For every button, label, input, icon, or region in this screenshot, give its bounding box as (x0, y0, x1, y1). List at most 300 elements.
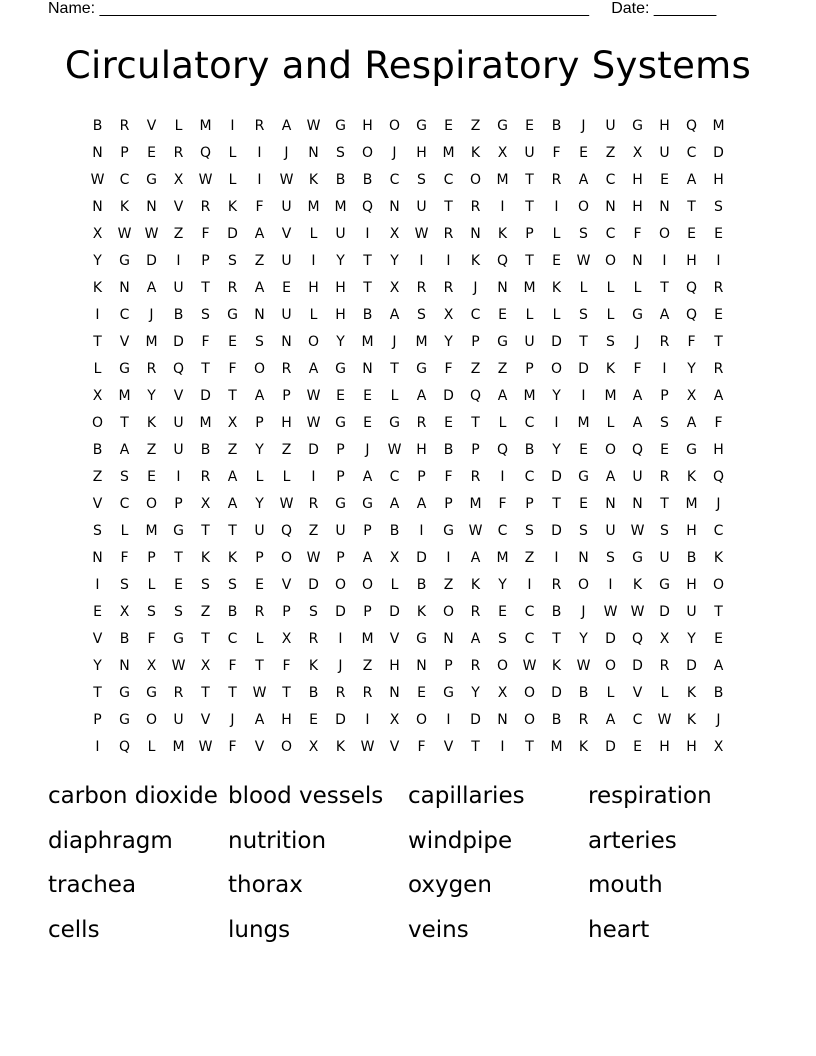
grid-letter[interactable]: S (525, 522, 534, 539)
grid-letter[interactable]: T (444, 198, 453, 215)
grid-letter[interactable]: Q (631, 630, 644, 647)
grid-letter[interactable]: J (635, 333, 640, 350)
grid-letter[interactable]: X (146, 657, 157, 674)
grid-letter[interactable]: J (365, 441, 370, 458)
grid-letter[interactable]: N (659, 198, 670, 215)
grid-letter[interactable]: D (335, 711, 346, 728)
grid-letter[interactable]: F (282, 657, 291, 674)
grid-letter[interactable]: W (198, 171, 213, 188)
grid-letter[interactable]: V (173, 387, 184, 404)
grid-letter[interactable]: O (91, 414, 104, 431)
grid-letter[interactable]: D (443, 387, 454, 404)
grid-letter[interactable]: O (361, 144, 374, 161)
grid-letter[interactable]: W (306, 549, 321, 566)
grid-letter[interactable]: K (146, 414, 157, 431)
grid-letter[interactable]: O (145, 495, 158, 512)
grid-letter[interactable]: W (171, 657, 186, 674)
grid-letter[interactable]: W (630, 522, 645, 539)
grid-letter[interactable]: Y (147, 387, 156, 404)
grid-letter[interactable]: V (200, 711, 211, 728)
grid-letter[interactable]: U (659, 144, 670, 161)
grid-letter[interactable]: D (686, 657, 697, 674)
grid-letter[interactable]: G (119, 360, 130, 377)
grid-letter[interactable]: T (525, 252, 534, 269)
grid-letter[interactable]: W (306, 387, 321, 404)
grid-letter[interactable]: K (470, 252, 481, 269)
grid-letter[interactable]: Y (471, 684, 480, 701)
grid-letter[interactable]: R (470, 657, 481, 674)
grid-letter[interactable]: D (578, 360, 589, 377)
grid-letter[interactable]: W (252, 684, 267, 701)
grid-letter[interactable]: Z (470, 360, 481, 377)
grid-letter[interactable]: S (606, 549, 615, 566)
grid-letter[interactable]: A (281, 117, 292, 134)
grid-letter[interactable]: Z (470, 117, 481, 134)
grid-letter[interactable]: I (419, 252, 424, 269)
grid-letter[interactable]: C (524, 414, 535, 431)
grid-letter[interactable]: H (362, 117, 373, 134)
grid-letter[interactable]: E (660, 441, 669, 458)
grid-letter[interactable]: J (581, 603, 586, 620)
grid-letter[interactable]: K (497, 225, 508, 242)
grid-letter[interactable]: R (146, 360, 157, 377)
grid-letter[interactable]: C (524, 468, 535, 485)
grid-letter[interactable]: G (416, 630, 427, 647)
grid-letter[interactable]: I (257, 171, 262, 188)
grid-letter[interactable]: I (446, 711, 451, 728)
grid-letter[interactable]: W (279, 171, 294, 188)
grid-letter[interactable]: L (498, 414, 507, 431)
grid-letter[interactable]: R (470, 603, 481, 620)
grid-letter[interactable]: C (632, 711, 643, 728)
grid-letter[interactable]: Q (712, 468, 725, 485)
grid-letter[interactable]: Z (173, 225, 184, 242)
grid-letter[interactable]: S (417, 306, 426, 323)
grid-letter[interactable]: I (446, 252, 451, 269)
grid-letter[interactable]: I (527, 576, 532, 593)
grid-letter[interactable]: Q (496, 252, 509, 269)
grid-letter[interactable]: F (498, 495, 507, 512)
grid-letter[interactable]: F (687, 333, 696, 350)
grid-letter[interactable]: D (605, 630, 616, 647)
grid-letter[interactable]: G (632, 549, 643, 566)
grid-letter[interactable]: K (470, 144, 481, 161)
grid-letter[interactable]: K (335, 738, 346, 755)
grid-letter[interactable]: A (659, 306, 670, 323)
grid-letter[interactable]: U (335, 225, 346, 242)
grid-letter[interactable]: T (471, 414, 480, 431)
grid-letter[interactable]: L (147, 576, 156, 593)
grid-letter[interactable]: R (470, 198, 481, 215)
grid-letter[interactable]: Y (336, 252, 345, 269)
grid-letter[interactable]: X (227, 414, 238, 431)
grid-letter[interactable]: J (716, 495, 721, 512)
grid-letter[interactable]: T (93, 333, 102, 350)
grid-letter[interactable]: D (551, 522, 562, 539)
grid-letter[interactable]: O (280, 738, 293, 755)
grid-letter[interactable]: F (228, 738, 237, 755)
grid-letter[interactable]: P (174, 495, 183, 512)
grid-letter[interactable]: U (173, 711, 184, 728)
grid-letter[interactable]: I (230, 117, 235, 134)
grid-letter[interactable]: J (473, 279, 478, 296)
grid-letter[interactable]: A (254, 711, 265, 728)
grid-letter[interactable]: Y (336, 333, 345, 350)
grid-letter[interactable]: I (176, 252, 181, 269)
grid-letter[interactable]: I (554, 549, 559, 566)
grid-letter[interactable]: A (227, 468, 238, 485)
grid-letter[interactable]: R (281, 360, 292, 377)
grid-letter[interactable]: I (608, 576, 613, 593)
grid-letter[interactable]: E (498, 603, 507, 620)
grid-letter[interactable]: P (471, 333, 480, 350)
grid-letter[interactable]: A (119, 441, 130, 458)
grid-letter[interactable]: T (525, 738, 534, 755)
grid-letter[interactable]: R (416, 279, 427, 296)
grid-letter[interactable]: H (335, 306, 346, 323)
grid-letter[interactable]: D (659, 603, 670, 620)
grid-letter[interactable]: T (390, 360, 399, 377)
grid-letter[interactable]: L (228, 144, 237, 161)
grid-letter[interactable]: X (686, 387, 697, 404)
grid-letter[interactable]: O (442, 603, 455, 620)
grid-letter[interactable]: R (713, 279, 724, 296)
grid-letter[interactable]: P (336, 468, 345, 485)
grid-letter[interactable]: P (525, 360, 534, 377)
grid-letter[interactable]: R (335, 684, 346, 701)
grid-letter[interactable]: L (552, 225, 561, 242)
grid-letter[interactable]: W (279, 495, 294, 512)
grid-letter[interactable]: B (551, 117, 562, 134)
grid-letter[interactable]: H (713, 441, 724, 458)
grid-letter[interactable]: E (147, 144, 156, 161)
grid-letter[interactable]: D (227, 225, 238, 242)
grid-letter[interactable]: N (605, 495, 616, 512)
grid-letter[interactable]: F (417, 738, 426, 755)
grid-letter[interactable]: G (335, 117, 346, 134)
grid-letter[interactable]: Z (443, 576, 454, 593)
grid-letter[interactable]: K (119, 198, 130, 215)
grid-letter[interactable]: K (551, 657, 562, 674)
grid-letter[interactable]: N (254, 306, 265, 323)
grid-letter[interactable]: G (173, 630, 184, 647)
grid-letter[interactable]: W (387, 441, 402, 458)
grid-letter[interactable]: R (551, 576, 562, 593)
grid-letter[interactable]: N (146, 198, 157, 215)
grid-letter[interactable]: C (497, 522, 508, 539)
grid-letter[interactable]: E (417, 684, 426, 701)
grid-letter[interactable]: H (281, 711, 292, 728)
grid-letter[interactable]: N (92, 549, 103, 566)
grid-letter[interactable]: X (389, 225, 400, 242)
grid-letter[interactable]: T (201, 360, 210, 377)
grid-letter[interactable]: E (552, 252, 561, 269)
grid-letter[interactable]: O (253, 360, 266, 377)
grid-letter[interactable]: E (363, 414, 372, 431)
grid-letter[interactable]: L (255, 468, 264, 485)
grid-letter[interactable]: N (632, 495, 643, 512)
grid-letter[interactable]: S (660, 522, 669, 539)
grid-letter[interactable]: B (713, 684, 724, 701)
grid-letter[interactable]: T (714, 603, 723, 620)
grid-letter[interactable]: C (524, 630, 535, 647)
grid-letter[interactable]: D (200, 387, 211, 404)
grid-letter[interactable]: R (659, 333, 670, 350)
grid-letter[interactable]: G (362, 495, 373, 512)
grid-letter[interactable]: G (389, 414, 400, 431)
grid-letter[interactable]: L (120, 522, 129, 539)
grid-letter[interactable]: X (389, 549, 400, 566)
grid-letter[interactable]: M (523, 387, 536, 404)
grid-letter[interactable]: M (442, 144, 455, 161)
grid-letter[interactable]: N (362, 360, 373, 377)
grid-letter[interactable]: X (119, 603, 130, 620)
grid-letter[interactable]: A (362, 468, 373, 485)
grid-letter[interactable]: O (496, 657, 509, 674)
grid-letter[interactable]: O (361, 576, 374, 593)
grid-letter[interactable]: I (257, 144, 262, 161)
grid-letter[interactable]: G (578, 468, 589, 485)
grid-letter[interactable]: R (308, 495, 319, 512)
grid-letter[interactable]: T (228, 684, 237, 701)
grid-letter[interactable]: U (605, 522, 616, 539)
grid-letter[interactable]: Q (199, 144, 212, 161)
grid-letter[interactable]: F (228, 657, 237, 674)
grid-letter[interactable]: B (389, 522, 400, 539)
grid-letter[interactable]: I (500, 738, 505, 755)
grid-letter[interactable]: D (335, 603, 346, 620)
grid-letter[interactable]: N (389, 198, 400, 215)
grid-letter[interactable]: Y (552, 387, 561, 404)
grid-letter[interactable]: B (551, 711, 562, 728)
grid-letter[interactable]: K (686, 468, 697, 485)
grid-letter[interactable]: Q (685, 306, 698, 323)
grid-letter[interactable]: D (551, 468, 562, 485)
grid-letter[interactable]: E (444, 414, 453, 431)
grid-letter[interactable]: E (336, 387, 345, 404)
grid-letter[interactable]: P (444, 495, 453, 512)
grid-letter[interactable]: F (714, 414, 723, 431)
grid-letter[interactable]: S (309, 603, 318, 620)
grid-letter[interactable]: R (200, 468, 211, 485)
grid-letter[interactable]: Z (200, 603, 211, 620)
grid-letter[interactable]: A (416, 495, 427, 512)
grid-letter[interactable]: V (389, 738, 400, 755)
grid-letter[interactable]: E (309, 711, 318, 728)
grid-letter[interactable]: C (389, 171, 400, 188)
grid-letter[interactable]: H (389, 657, 400, 674)
grid-letter[interactable]: B (578, 684, 589, 701)
grid-letter[interactable]: B (92, 441, 103, 458)
grid-letter[interactable]: T (201, 522, 210, 539)
grid-letter[interactable]: H (281, 414, 292, 431)
grid-letter[interactable]: X (173, 171, 184, 188)
grid-letter[interactable]: D (470, 711, 481, 728)
grid-letter[interactable]: G (659, 576, 670, 593)
grid-letter[interactable]: R (173, 144, 184, 161)
grid-letter[interactable]: U (605, 117, 616, 134)
grid-letter[interactable]: U (659, 549, 670, 566)
grid-letter[interactable]: B (362, 306, 373, 323)
grid-letter[interactable]: U (254, 522, 265, 539)
grid-letter[interactable]: K (227, 549, 238, 566)
grid-letter[interactable]: A (497, 387, 508, 404)
grid-letter[interactable]: C (119, 306, 130, 323)
grid-letter[interactable]: P (471, 441, 480, 458)
grid-letter[interactable]: F (444, 468, 453, 485)
grid-letter[interactable]: W (90, 171, 105, 188)
grid-letter[interactable]: W (576, 252, 591, 269)
grid-letter[interactable]: T (201, 279, 210, 296)
grid-letter[interactable]: G (146, 684, 157, 701)
grid-letter[interactable]: Z (362, 657, 373, 674)
grid-letter[interactable]: B (173, 306, 184, 323)
grid-letter[interactable]: F (228, 360, 237, 377)
grid-letter[interactable]: A (254, 387, 265, 404)
grid-letter[interactable]: P (363, 603, 372, 620)
grid-letter[interactable]: M (118, 387, 131, 404)
grid-letter[interactable]: M (496, 171, 509, 188)
grid-letter[interactable]: Z (497, 360, 508, 377)
grid-letter[interactable]: N (632, 252, 643, 269)
grid-letter[interactable]: V (92, 495, 103, 512)
grid-letter[interactable]: Q (172, 360, 185, 377)
grid-letter[interactable]: H (632, 171, 643, 188)
grid-letter[interactable]: A (632, 414, 643, 431)
grid-letter[interactable]: Z (146, 441, 157, 458)
grid-letter[interactable]: C (686, 144, 697, 161)
grid-letter[interactable]: E (174, 576, 183, 593)
grid-letter[interactable]: K (713, 549, 724, 566)
grid-letter[interactable]: I (554, 198, 559, 215)
grid-letter[interactable]: R (254, 117, 265, 134)
grid-letter[interactable]: D (713, 144, 724, 161)
grid-letter[interactable]: S (579, 306, 588, 323)
grid-letter[interactable]: H (686, 576, 697, 593)
grid-letter[interactable]: F (201, 333, 210, 350)
grid-letter[interactable]: O (523, 711, 536, 728)
grid-letter[interactable]: A (254, 279, 265, 296)
grid-letter[interactable]: N (416, 657, 427, 674)
grid-letter[interactable]: W (414, 225, 429, 242)
grid-letter[interactable]: U (173, 414, 184, 431)
grid-letter[interactable]: G (119, 252, 130, 269)
grid-letter[interactable]: I (365, 711, 370, 728)
grid-letter[interactable]: C (524, 603, 535, 620)
grid-letter[interactable]: G (227, 306, 238, 323)
grid-letter[interactable]: V (173, 198, 184, 215)
grid-letter[interactable]: I (95, 738, 100, 755)
grid-letter[interactable]: R (308, 630, 319, 647)
grid-letter[interactable]: A (227, 495, 238, 512)
grid-letter[interactable]: N (281, 333, 292, 350)
grid-letter[interactable]: Z (605, 144, 616, 161)
grid-letter[interactable]: A (686, 414, 697, 431)
grid-letter[interactable]: P (417, 468, 426, 485)
grid-letter[interactable]: J (716, 711, 721, 728)
grid-letter[interactable]: U (524, 144, 535, 161)
grid-letter[interactable]: T (255, 657, 264, 674)
grid-letter[interactable]: Z (92, 468, 103, 485)
grid-letter[interactable]: O (280, 549, 293, 566)
grid-letter[interactable]: G (146, 171, 157, 188)
grid-letter[interactable]: F (120, 549, 129, 566)
grid-letter[interactable]: K (605, 360, 616, 377)
grid-letter[interactable]: D (173, 333, 184, 350)
grid-letter[interactable]: X (200, 495, 211, 512)
grid-letter[interactable]: N (605, 198, 616, 215)
grid-letter[interactable]: L (309, 306, 318, 323)
grid-letter[interactable]: B (335, 171, 346, 188)
grid-letter[interactable]: J (230, 711, 235, 728)
grid-letter[interactable]: O (469, 171, 482, 188)
grid-letter[interactable]: U (281, 252, 292, 269)
grid-letter[interactable]: S (417, 171, 426, 188)
name-field[interactable]: _______________________________________________________ (99, 0, 589, 17)
grid-letter[interactable]: W (306, 414, 321, 431)
grid-letter[interactable]: R (443, 225, 454, 242)
grid-letter[interactable]: S (498, 630, 507, 647)
grid-letter[interactable]: D (551, 684, 562, 701)
grid-letter[interactable]: M (712, 117, 725, 134)
grid-letter[interactable]: Q (118, 738, 131, 755)
grid-letter[interactable]: M (145, 333, 158, 350)
grid-letter[interactable]: X (92, 225, 103, 242)
grid-letter[interactable]: P (444, 657, 453, 674)
grid-letter[interactable]: I (446, 549, 451, 566)
grid-letter[interactable]: Z (281, 441, 292, 458)
grid-letter[interactable]: X (389, 279, 400, 296)
grid-letter[interactable]: Y (579, 630, 588, 647)
grid-letter[interactable]: A (416, 387, 427, 404)
grid-letter[interactable]: T (660, 279, 669, 296)
grid-letter[interactable]: U (173, 441, 184, 458)
grid-letter[interactable]: M (199, 117, 212, 134)
grid-letter[interactable]: U (524, 333, 535, 350)
grid-letter[interactable]: Q (496, 441, 509, 458)
grid-letter[interactable]: V (632, 684, 643, 701)
grid-letter[interactable]: M (604, 387, 617, 404)
grid-letter[interactable]: E (714, 225, 723, 242)
grid-letter[interactable]: A (632, 387, 643, 404)
grid-letter[interactable]: W (603, 603, 618, 620)
grid-letter[interactable]: M (469, 495, 482, 512)
grid-letter[interactable]: R (416, 414, 427, 431)
grid-letter[interactable]: W (657, 711, 672, 728)
grid-letter[interactable]: D (389, 603, 400, 620)
grid-letter[interactable]: P (336, 441, 345, 458)
grid-letter[interactable]: E (579, 495, 588, 512)
grid-letter[interactable]: B (119, 630, 130, 647)
grid-letter[interactable]: W (144, 225, 159, 242)
grid-letter[interactable]: N (119, 657, 130, 674)
grid-letter[interactable]: E (579, 144, 588, 161)
grid-letter[interactable]: A (389, 306, 400, 323)
grid-letter[interactable]: V (281, 225, 292, 242)
grid-letter[interactable]: U (686, 603, 697, 620)
grid-letter[interactable]: E (255, 576, 264, 593)
grid-letter[interactable]: G (173, 522, 184, 539)
grid-letter[interactable]: U (281, 198, 292, 215)
grid-letter[interactable]: E (147, 468, 156, 485)
grid-letter[interactable]: L (525, 306, 534, 323)
grid-letter[interactable]: D (416, 549, 427, 566)
grid-letter[interactable]: D (632, 657, 643, 674)
grid-letter[interactable]: R (578, 711, 589, 728)
grid-letter[interactable]: K (470, 576, 481, 593)
grid-letter[interactable]: O (604, 657, 617, 674)
grid-letter[interactable]: L (282, 468, 291, 485)
